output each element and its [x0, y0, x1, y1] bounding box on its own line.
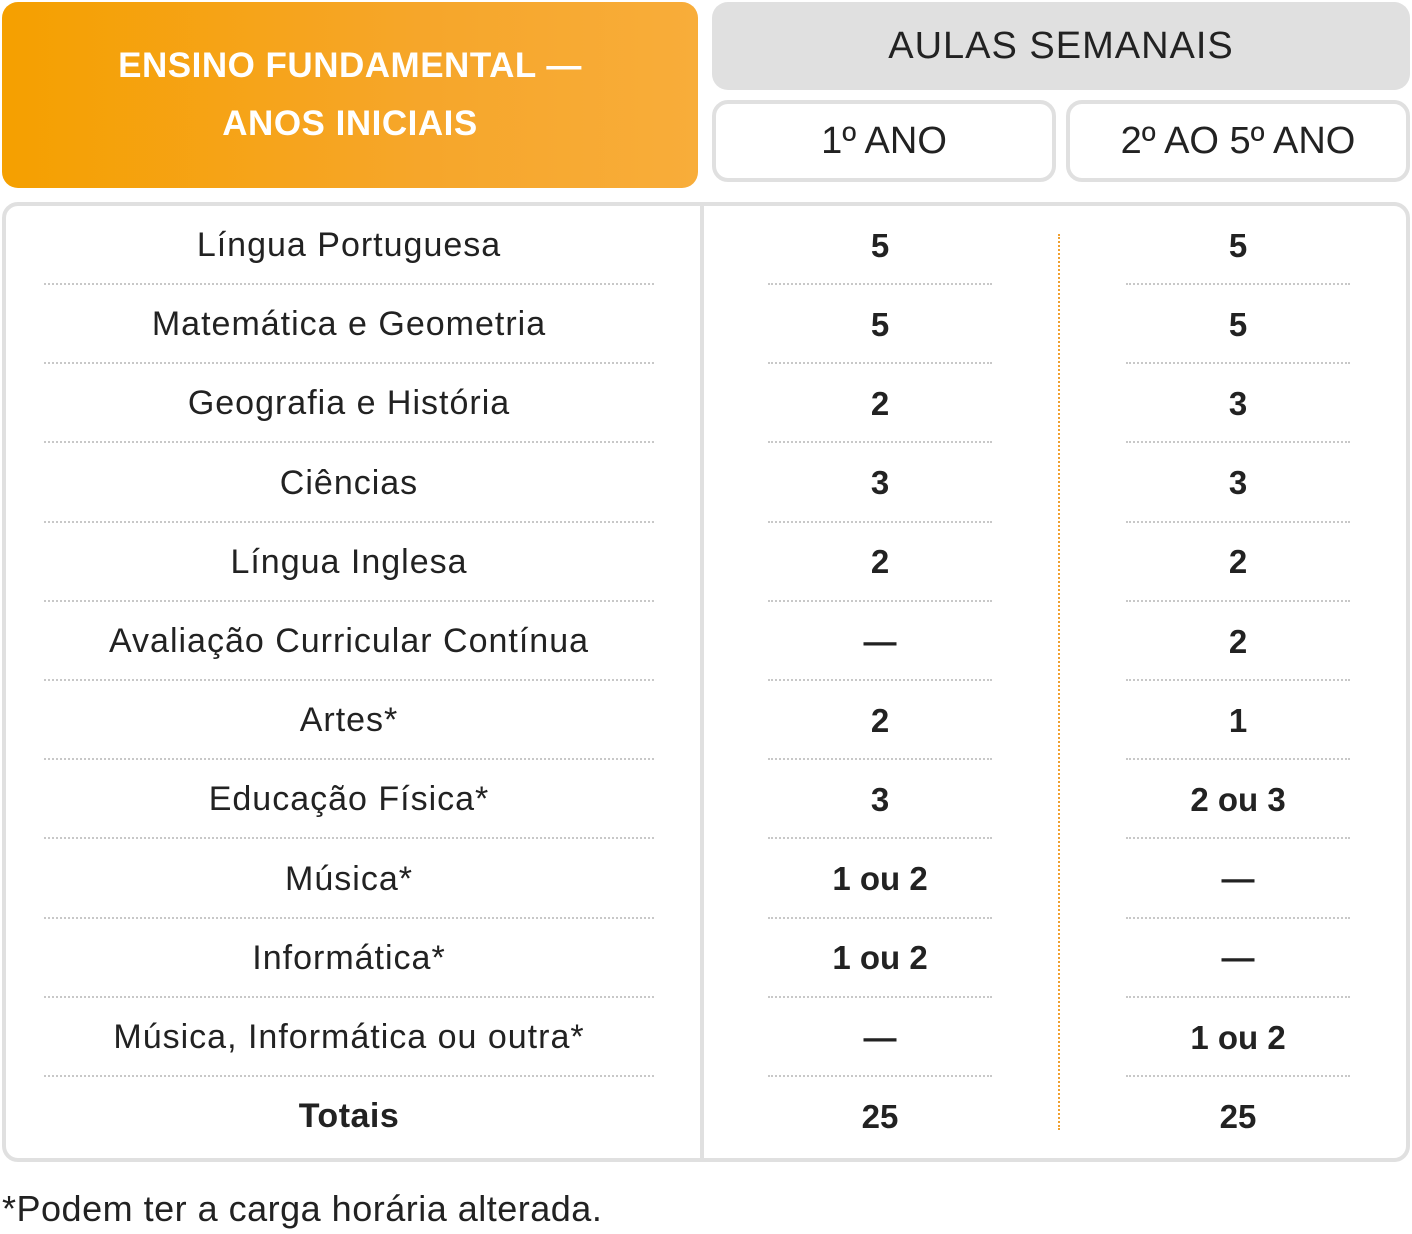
- year1-cell: 2: [870, 543, 890, 581]
- column-header-year1-label: 1º ANO: [821, 119, 947, 162]
- stage-title-line2: ANOS INICIAIS: [222, 104, 478, 143]
- table-row: [0, 998, 1412, 1077]
- footnote: *Podem ter a carga horária alterada.: [2, 1188, 603, 1229]
- table-row: [0, 919, 1412, 998]
- subject-cell: Língua Portuguesa: [196, 226, 502, 264]
- year2-5-cell: 2 ou 3: [1190, 780, 1286, 818]
- table-row: [0, 840, 1412, 919]
- subject-cell: Língua Inglesa: [230, 542, 468, 581]
- weekly-classes-header: [712, 2, 1410, 90]
- weekly-classes-label: AULAS SEMANAIS: [888, 24, 1234, 67]
- year2-5-cell: 1 ou 2: [1190, 1018, 1286, 1056]
- stage-title-line1: ENSINO FUNDAMENTAL —: [118, 46, 582, 85]
- subject-cell: Geografia e História: [187, 384, 511, 423]
- stage-header: [2, 2, 698, 188]
- year1-cell: 1 ou 2: [832, 860, 928, 898]
- subject-cell: Informática*: [252, 938, 446, 977]
- year1-cell: 5: [870, 305, 890, 343]
- year2-5-cell: 2: [1228, 622, 1248, 660]
- totals-row: [0, 1077, 1412, 1156]
- year2-5-cell: 3: [1228, 464, 1248, 502]
- year2-5-cell: 5: [1228, 305, 1248, 343]
- subject-cell: Música*: [285, 859, 413, 898]
- subject-cell: Música, Informática ou outra*: [113, 1018, 585, 1056]
- year2-5-cell: 3: [1228, 384, 1248, 422]
- year2-5-cell: 25: [1219, 1097, 1257, 1135]
- subject-cell: Ciências: [279, 463, 419, 502]
- table-row: [0, 364, 1412, 443]
- year2-5-cell: 1: [1228, 701, 1248, 739]
- year1-cell: 1 ou 2: [832, 939, 928, 977]
- year1-cell: —: [863, 1018, 897, 1056]
- year1-cell: 5: [870, 226, 890, 264]
- year1-cell: 2: [870, 701, 890, 739]
- column-header-year2-5: [1066, 100, 1410, 182]
- year1-cell: —: [863, 622, 897, 660]
- year1-cell: 3: [870, 780, 890, 818]
- table-row: [0, 681, 1412, 760]
- year2-5-cell: —: [1221, 939, 1255, 977]
- year1-cell: 25: [861, 1097, 899, 1135]
- year2-5-cell: 2: [1228, 543, 1248, 581]
- subject-cell: Artes*: [299, 701, 399, 740]
- table-row: [0, 285, 1412, 364]
- subject-cell: Educação Física*: [208, 780, 490, 819]
- table-row: [0, 523, 1412, 602]
- table-row: [0, 444, 1412, 523]
- subject-cell: Matemática e Geometria: [151, 305, 547, 344]
- column-header-year1: [712, 100, 1056, 182]
- column-header-year2-5-label: 2º AO 5º ANO: [1120, 119, 1356, 162]
- subject-cell: Totais: [298, 1097, 400, 1136]
- year2-5-cell: 5: [1228, 226, 1248, 264]
- subject-cell: Avaliação Curricular Contínua: [108, 622, 590, 660]
- table-row: [0, 206, 1412, 285]
- table-row: [0, 602, 1412, 681]
- table-row: [0, 760, 1412, 839]
- year1-cell: 2: [870, 384, 890, 422]
- year1-cell: 3: [870, 464, 890, 502]
- year2-5-cell: —: [1221, 860, 1255, 898]
